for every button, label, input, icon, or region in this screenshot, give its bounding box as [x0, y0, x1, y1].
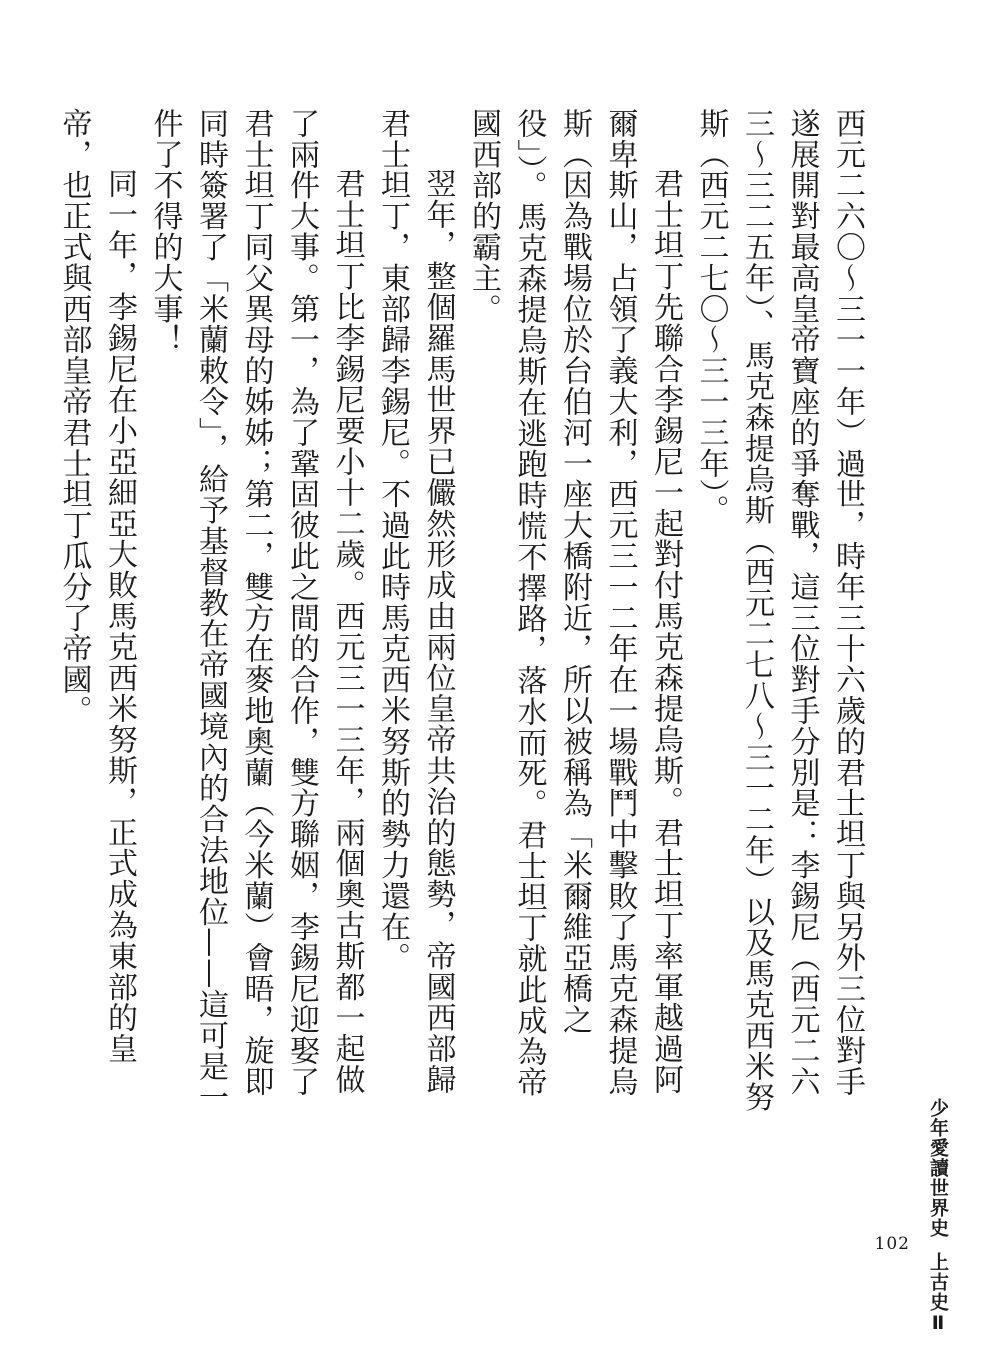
body-text	[56, 108, 870, 1118]
page-number: 102	[874, 1234, 910, 1254]
paragraph: 翌年，整個羅馬世界已儼然形成由兩位皇帝共治的態勢，帝國西部歸君士坦丁，東部歸李錫尼。不過此時馬克西米努斯的勢力還在。	[375, 108, 456, 1095]
paragraph: 同一年，李錫尼在小亞細亞大敗馬克西米努斯，正式成為東部的皇帝，也正式與西部皇帝君士坦丁瓜分了帝國。	[56, 108, 137, 1065]
series-title: 少年愛讀世界史	[927, 1098, 949, 1238]
running-head	[925, 1098, 952, 1335]
paragraph: 西元二六〇～三一一年）過世，時年三十六歲的君士坦丁與另外三位對手遂展開對最高皇帝寶座的爭奪戰，這三位對手分別是：李錫尼（西元二六三～三二五年）、馬克森提烏斯（西元二七八～三一二年）以及馬克西米努斯（西元二七〇～三一三年）。	[693, 108, 865, 1113]
volume-title: 上古史Ⅱ	[927, 1252, 949, 1335]
paragraph: 君士坦丁先聯合李錫尼一起對付馬克森提烏斯。君士坦丁率軍越過阿爾卑斯山，占領了義大利，西元三一二年在一場戰鬥中擊敗了馬克森提烏斯（因為戰場位於台伯河一座大橋附近，所以被稱為「米爾維亞橋之役」）。馬克森提烏斯在逃跑時慌不擇路，落水而死。君士坦丁就此成為帝國西部的霸主。	[466, 108, 683, 1098]
paragraph: 君士坦丁比李錫尼要小十二歲。西元三一三年，兩個奧古斯都一起做了兩件大事。第一，為了鞏固彼此之間的合作，雙方聯姻，李錫尼迎娶了君士坦丁同父異母的姊姊；第二，雙方在麥地奧蘭（今米蘭）會晤，旋即同時簽署了「米蘭敕令」，給予基督教在帝國境內的合法地位——這可是一件了不得的大事！	[147, 108, 365, 1113]
